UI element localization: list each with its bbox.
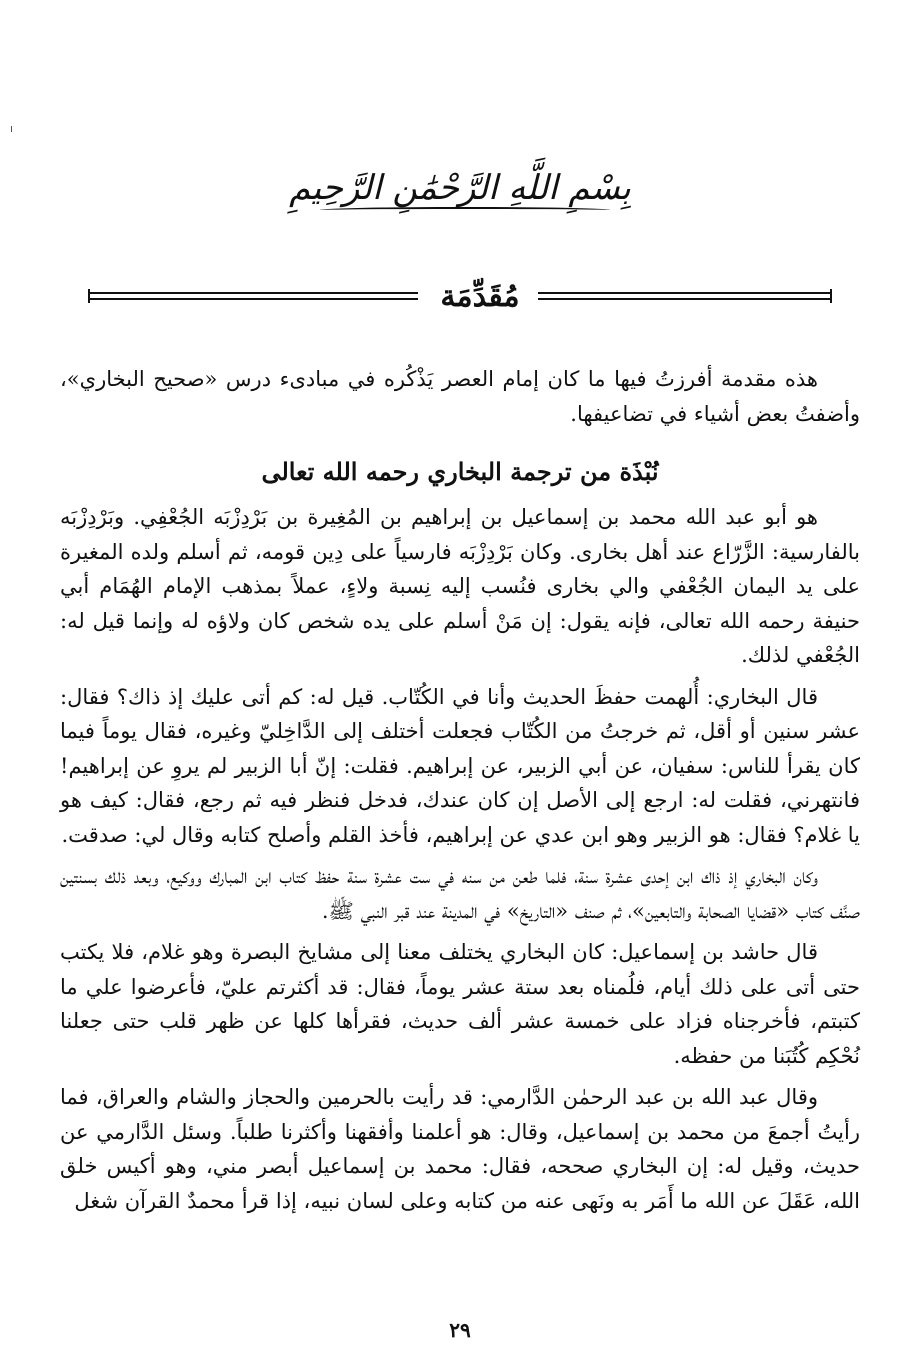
intro-block [60, 362, 860, 438]
basmala-flourish [320, 207, 610, 213]
corner-mark [11, 126, 12, 132]
paragraph-hashid: قال حاشد بن إسماعيل: كان البخاري يختلف معنا إلى مشايخ البصرة وهو غلام، فلا يكتب حتى أتى على ذلك أيام، فلُمناه بعد ستة عشر يوماً، فقال: قد أكثرتم عليّ، فأعرضوا علي ما كتبتم، فأخرجناه فزاد على خمسة عشر ألف حديث، فقرأها كلها عن ظهر قلب حتى جعلنا نُحْكِم كُتُبَنا من حفظه. [60, 940, 860, 1068]
heading-rule-right [538, 292, 832, 300]
subtitle: نُبْذَة من ترجمة البخاري رحمه الله تعالى [261, 457, 659, 486]
paragraph-lineage: هو أبو عبد الله محمد بن إسماعيل بن إبراهيم بن المُغِيرة بن بَرْدِزْبَه الجُعْفِي. وبَرْدِزْبَه بالفارسية: الزَّرّاع عند أهل بخارى. وكان بَرْدِزْبَه فارسياً على دِين قومه، ثم أسلم ولده المغيرة على يد اليمان الجُعْفي والي بخارى فنُسب إليه نِسبة ولاءٍ، عملاً بمذهب الإمام الهُمَام أبي حنيفة رحمه الله تعالى، فإنه يقول: إن مَنْ أسلم على يده شخص كان ولاؤه له وإنما قيل له: الجُعْفي لذلك. [60, 505, 860, 667]
paragraph-darimi: وقال عبد الله بن عبد الرحمٰن الدَّارمي: قد رأيت بالحرمين والحجاز والشام والعراق، فما رأيتُ أجمعَ من محمد بن إسماعيل، وقال: هو أعلمنا وأفقهنا وأكثرنا طلباً. وسئل الدَّارمي عن حديث، وقيل له: إن البخاري صححه، فقال: محمد بن إسماعيل أبصر مني، وهو أكيس خلق الله، عَقَلَ عن الله ما أَمَر به ونَهى عنه من كتابه وعلى لسان نبيه، إذا قرأ محمدٌ القرآن شغل [60, 1085, 860, 1213]
page-number: ٢٩ [449, 1318, 471, 1342]
paragraph-works: وكان البخاري إذ ذاك ابن إحدى عشرة سنة، فلما طعن من سنه في ست عشرة سنة حفظ كتاب ابن المبارك ووكيع، وبعد ذلك بسنتين صنَّف كتاب «قضايا الصحابة والتابعين»، ثم صنف «التاريخ» في المدينة عند قبر النبي ﷺ. [60, 864, 860, 923]
paragraph-childhood: قال البخاري: أُلهمت حفظَ الحديث وأنا في الكُتّاب. قيل له: كم أتى عليك إذ ذاك؟ فقال: عشر سنين أو أقل، ثم خرجتُ من الكُتّاب فجعلت أختلف إلى الدَّاخِليّ وغيره، فقال يوماً فيما كان يقرأ للناس: سفيان، عن أبي الزبير، عن إبراهيم. فقلت: إنّ أبا الزبير لم يروِ عن إبراهيم! فانتهرني، فقلت له: ارجع إلى الأصل إن كان عندك، فدخل فنظر فيه ثم رجع، فقال: كيف هو يا غلام؟ فقال: هو الزبير وهو ابن عدي عن إبراهيم، فأخذ القلم وأصلح كتابه وقال لي: صدقت. [60, 684, 860, 847]
intro-paragraph: هذه مقدمة أفرزتُ فيها ما كان إمام العصر يَذْكُره في مبادىء درس «صحيح البخاري»، وأضفتُ بعض أشياء في تضاعيفها. [60, 367, 860, 426]
basmala: بِسْمِ اللَّهِ الرَّحْمَٰنِ الرَّحِيمِ [289, 168, 631, 208]
section-title: مُقَدِّمَة [440, 279, 520, 314]
body-text [60, 500, 860, 1222]
heading-rule-left [88, 292, 418, 300]
section-heading [88, 278, 832, 318]
